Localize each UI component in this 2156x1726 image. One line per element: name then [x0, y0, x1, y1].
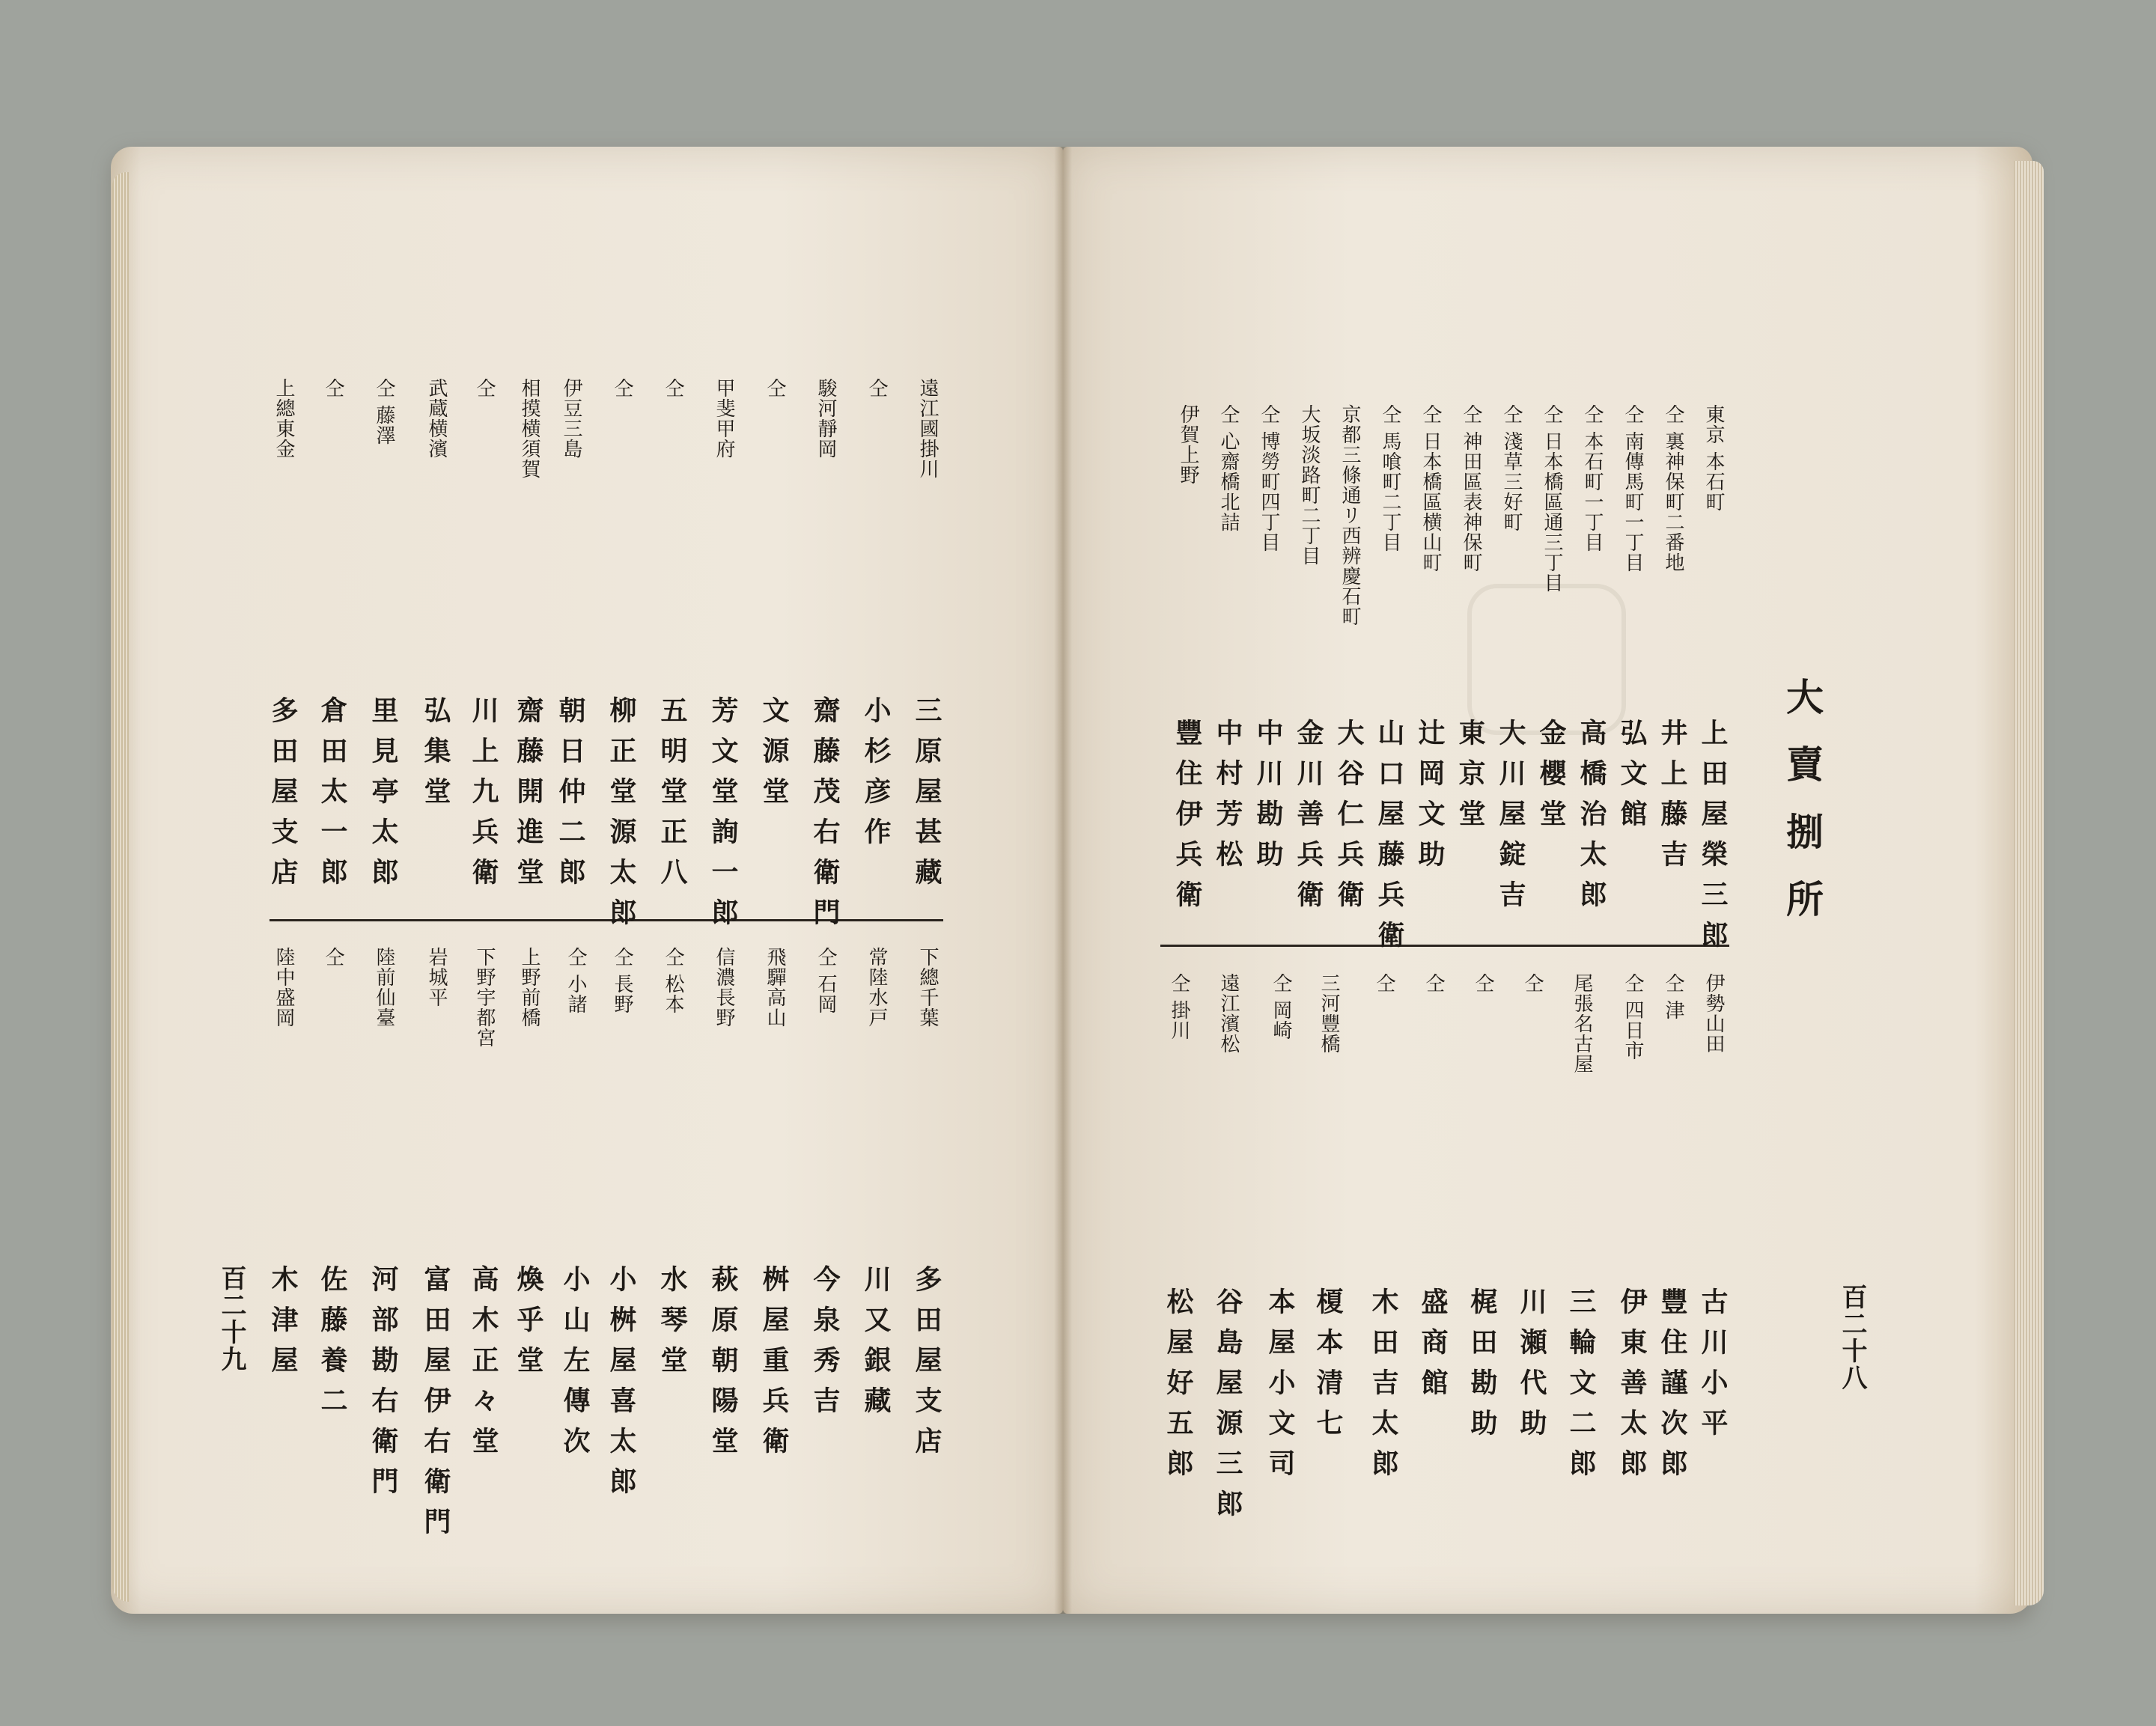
left-upper-loc-9: 仝 — [473, 378, 496, 398]
right-lower-name-4: 川瀬代助 — [1516, 1287, 1547, 1449]
right-lower-loc-0: 伊勢山田 — [1702, 973, 1725, 1054]
right-upper-loc-3: 仝 本石町一丁目 — [1581, 404, 1604, 553]
right-lower-name-2: 伊東善太郎 — [1616, 1287, 1648, 1489]
left-lower-name-13: 木津屋 — [267, 1265, 299, 1386]
right-upper-name-4: 金櫻堂 — [1535, 719, 1567, 840]
left-upper-loc-13: 上總東金 — [272, 378, 295, 459]
right-upper-loc-11: 仝 博勞町四丁目 — [1258, 404, 1280, 553]
left-lower-loc-12: 仝 — [322, 947, 344, 967]
right-upper-name-3: 高橋治太郎 — [1576, 719, 1607, 921]
right-upper-loc-1: 仝 裏神保町二番地 — [1662, 404, 1684, 573]
right-upper-loc-8: 仝 馬喰町二丁目 — [1379, 404, 1401, 553]
right-lower-name-3: 三輪文二郎 — [1565, 1287, 1597, 1489]
left-lower-loc-2: 仝 石岡 — [814, 947, 837, 1015]
right-page-divider — [1160, 945, 1729, 947]
left-lower-loc-7: 仝 小諸 — [564, 947, 587, 1015]
book-gutter — [1054, 147, 1072, 1614]
right-upper-loc-4: 仝 日本橋區通三丁目 — [1541, 404, 1563, 594]
right-lower-name-5: 梶田勘助 — [1467, 1287, 1498, 1449]
left-upper-loc-3: 仝 — [764, 378, 786, 398]
right-upper-name-5: 大川屋錠吉 — [1495, 719, 1526, 921]
left-upper-loc-8: 相摸横須賀 — [518, 378, 540, 479]
left-upper-name-0: 三原屋甚藏 — [911, 696, 943, 898]
left-upper-loc-4: 甲斐甲府 — [713, 378, 735, 459]
left-lower-name-3: 桝屋重兵衛 — [758, 1265, 790, 1467]
left-lower-name-4: 萩原朝陽堂 — [707, 1265, 739, 1467]
left-page-number: 百二十九 — [216, 1265, 246, 1373]
right-lower-loc-8: 三河豐橋 — [1318, 973, 1340, 1054]
left-lower-loc-9: 下野宇都宮 — [473, 947, 496, 1048]
right-lower-loc-7: 仝 — [1373, 973, 1395, 993]
left-lower-name-8: 煥乎堂 — [513, 1265, 544, 1386]
right-lower-name-1: 豐住謹次郎 — [1657, 1287, 1688, 1489]
left-upper-name-12: 倉田太一郎 — [317, 696, 348, 898]
left-lower-name-7: 小山左傳次 — [559, 1265, 591, 1467]
right-lower-loc-6: 仝 — [1422, 973, 1445, 993]
right-upper-loc-9: 京都三條通リ西辨慶石町 — [1339, 404, 1361, 626]
left-lower-loc-10: 岩城平 — [425, 947, 448, 1007]
left-upper-name-5: 五明堂正八 — [657, 696, 688, 898]
right-lower-name-11: 松屋好五郎 — [1163, 1287, 1194, 1489]
right-lower-loc-1: 仝 津 — [1662, 973, 1684, 1021]
left-upper-name-4: 芳文堂詢一郎 — [707, 696, 739, 939]
left-lower-name-11: 河部勘右衛門 — [368, 1265, 399, 1507]
right-upper-name-7: 辻岡文助 — [1414, 719, 1446, 880]
right-page — [1063, 147, 2032, 1614]
left-upper-name-10: 弘集堂 — [420, 696, 451, 817]
right-lower-loc-11: 仝 掛川 — [1168, 973, 1190, 1041]
left-upper-loc-1: 仝 — [865, 378, 888, 398]
left-lower-name-1: 川又銀藏 — [860, 1265, 892, 1427]
left-lower-loc-1: 常陸水戸 — [865, 947, 888, 1028]
left-upper-name-11: 里見亭太郎 — [368, 696, 399, 898]
left-lower-name-5: 水琴堂 — [657, 1265, 688, 1386]
right-lower-loc-5: 仝 — [1472, 973, 1494, 993]
left-upper-loc-10: 武蔵横濱 — [425, 378, 448, 459]
show-through-stamp — [1467, 584, 1626, 735]
right-lower-name-8: 榎本清七 — [1312, 1287, 1344, 1449]
right-lower-name-9: 本屋小文司 — [1264, 1287, 1296, 1489]
right-upper-loc-13: 伊賀上野 — [1177, 404, 1199, 485]
left-lower-loc-3: 飛驒高山 — [764, 947, 786, 1028]
left-lower-loc-5: 仝 松本 — [662, 947, 684, 1015]
right-upper-name-1: 井上藤吉 — [1657, 719, 1688, 880]
right-lower-loc-9: 仝 岡崎 — [1270, 973, 1292, 1041]
right-page-edge — [2014, 161, 2044, 1605]
left-upper-name-8: 齋藤開進堂 — [513, 696, 544, 898]
left-lower-name-9: 高木正々堂 — [468, 1265, 499, 1467]
left-lower-loc-4: 信濃長野 — [713, 947, 735, 1028]
left-upper-loc-7: 伊豆三島 — [560, 378, 582, 459]
left-upper-loc-11: 仝 藤澤 — [373, 378, 395, 446]
right-upper-loc-12: 仝 心齋橋北詰 — [1217, 404, 1240, 533]
right-lower-loc-4: 仝 — [1521, 973, 1544, 993]
left-upper-name-6: 柳正堂源太郎 — [606, 696, 637, 939]
left-lower-loc-13: 陸中盛岡 — [272, 947, 295, 1028]
left-upper-name-3: 文源堂 — [758, 696, 790, 817]
right-upper-loc-7: 仝 日本橋區横山町 — [1419, 404, 1442, 573]
left-upper-name-7: 朝日仲二郎 — [555, 696, 586, 898]
right-page-heading: 大賣捌所 — [1780, 677, 1824, 947]
right-upper-name-13: 豐住伊兵衛 — [1172, 719, 1203, 921]
left-upper-loc-6: 仝 — [611, 378, 633, 398]
left-lower-name-6: 小桝屋喜太郎 — [606, 1265, 637, 1507]
right-upper-loc-10: 大坂淡路町二丁目 — [1298, 404, 1321, 566]
left-upper-name-1: 小杉彦作 — [860, 696, 892, 858]
right-lower-name-6: 盛商館 — [1417, 1287, 1449, 1409]
right-upper-loc-6: 仝 神田區表神保町 — [1460, 404, 1482, 573]
right-upper-name-11: 中川勘助 — [1252, 719, 1284, 880]
right-lower-name-0: 古川小平 — [1697, 1287, 1729, 1449]
left-upper-loc-0: 遠江國掛川 — [916, 378, 939, 479]
left-lower-name-10: 富田屋伊右衛門 — [420, 1265, 451, 1548]
left-lower-loc-0: 下總千葉 — [916, 947, 939, 1028]
right-page-number: 百二十八 — [1837, 1284, 1867, 1391]
left-upper-name-13: 多田屋支店 — [267, 696, 299, 898]
left-lower-name-2: 今泉秀吉 — [809, 1265, 841, 1427]
left-upper-name-9: 川上九兵衛 — [468, 696, 499, 898]
right-upper-name-2: 弘文館 — [1616, 719, 1648, 840]
left-lower-loc-8: 上野前橋 — [518, 947, 540, 1028]
right-lower-loc-3: 尾張名古屋 — [1571, 973, 1593, 1074]
right-upper-name-10: 金川善兵衛 — [1293, 719, 1324, 921]
left-lower-name-0: 多田屋支店 — [911, 1265, 943, 1467]
right-lower-loc-2: 仝 四日市 — [1621, 973, 1644, 1061]
right-upper-name-12: 中村芳松 — [1212, 719, 1243, 880]
left-upper-loc-5: 仝 — [662, 378, 684, 398]
right-upper-loc-2: 仝 南傳馬町一丁目 — [1621, 404, 1644, 573]
right-upper-name-0: 上田屋榮三郎 — [1697, 719, 1729, 961]
right-upper-name-8: 山口屋藤兵衛 — [1374, 719, 1405, 961]
right-upper-loc-5: 仝 淺草三好町 — [1500, 404, 1523, 533]
right-lower-name-10: 谷島屋源三郎 — [1212, 1287, 1243, 1530]
left-page-edge — [112, 172, 129, 1602]
left-upper-loc-12: 仝 — [322, 378, 344, 398]
right-upper-name-9: 大谷仁兵衛 — [1333, 719, 1365, 921]
right-lower-name-7: 木田吉太郎 — [1368, 1287, 1399, 1489]
left-lower-loc-11: 陸前仙臺 — [373, 947, 395, 1028]
left-lower-name-12: 佐藤養二 — [317, 1265, 348, 1427]
right-upper-name-6: 東京堂 — [1455, 719, 1486, 840]
left-lower-loc-6: 仝 長野 — [611, 947, 633, 1015]
left-upper-name-2: 齋藤茂右衛門 — [809, 696, 841, 939]
right-lower-loc-10: 遠江濱松 — [1217, 973, 1240, 1054]
left-upper-loc-2: 駿河靜岡 — [814, 378, 837, 459]
right-upper-loc-0: 東京 本石町 — [1702, 404, 1725, 513]
